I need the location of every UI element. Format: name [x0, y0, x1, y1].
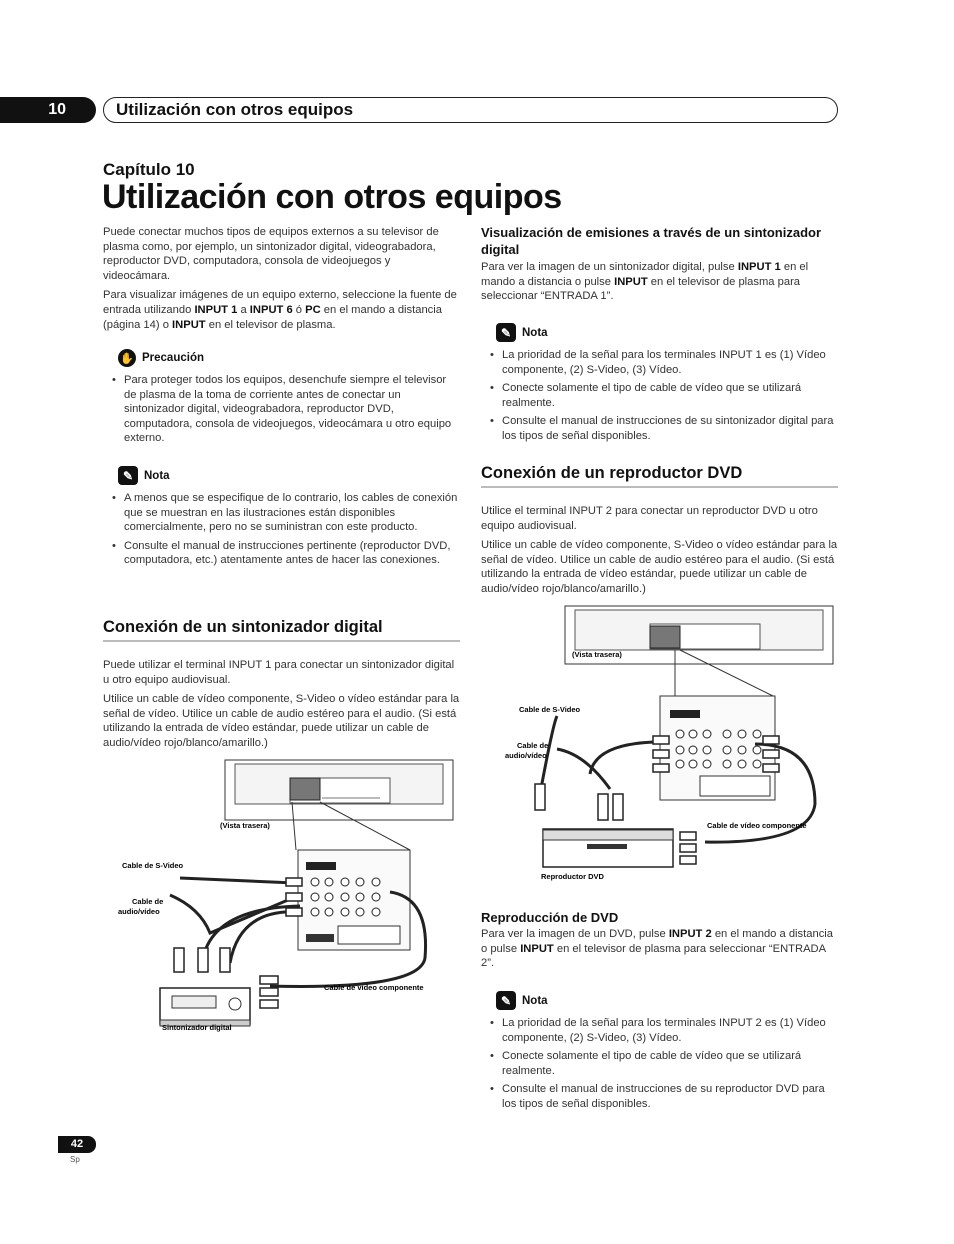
note-pencil-icon: ✎	[496, 991, 516, 1010]
caution-box	[103, 349, 460, 450]
note-item: • Conecte solamente el tipo de cable de vídeo que se utilizará realmente.	[481, 381, 838, 410]
chapter-label: Capítulo 10	[103, 160, 195, 179]
diagram-label-svideo-cable: Cable de S-Video	[519, 705, 581, 714]
note-item: • Consulte el manual de instrucciones pertinente (reproductor DVD, computadora, etc.) atentamente antes de hacer las conexiones.	[103, 539, 460, 568]
tuner-paragraph-1: Puede utilizar el terminal INPUT 1 para conectar un sintonizador digital u otro equipo audiovisual.	[103, 659, 455, 686]
note-box-right-2	[481, 991, 838, 1116]
intro-section	[103, 225, 460, 332]
diagram-label-rear-view: (Vista trasera)	[220, 821, 270, 830]
caution-title: Precaución	[142, 352, 204, 364]
tuner-section	[103, 618, 460, 751]
view-paragraph: Para ver la imagen de un sintonizador digital, pulse INPUT 1 en el mando a distancia o pulse INPUT en el televisor de plasma para seleccionar “ENTRADA 1”.	[481, 261, 809, 303]
diagram-label-device: Reproductor DVD	[541, 872, 604, 881]
section-heading-tuner: Conexión de un sintonizador digital	[103, 618, 460, 642]
play-section	[481, 909, 838, 971]
section-heading-play: Reproducción de DVD	[481, 910, 619, 925]
diagram-label-rear-view: (Vista trasera)	[572, 650, 622, 659]
note-item: • Consulte el manual de instrucciones de su reproductor DVD para los tipos de señal disponibles.	[481, 1082, 838, 1111]
intro-paragraph-2: Para visualizar imágenes de un equipo externo, seleccione la fuente de entrada utilizando INPUT 1 a INPUT 6 ó PC en el mando a distancia (página 14) o INPUT en el televisor de plasma.	[103, 289, 457, 331]
caution-item: • Para proteger todos los equipos, desenchufe siempre el televisor de plasma de la toma de corriente antes de conectar un sintonizador digital, videograbadora, reproductor DVD, computadora, consola de videojuegos, videocámara u otro equipo externo.	[103, 373, 460, 446]
note-item: • La prioridad de la señal para los terminales INPUT 2 es (1) Vídeo componente, (2) S-Video, (3) Vídeo.	[481, 1016, 838, 1045]
diagram-label-av-cable-2: audio/vídeo	[118, 907, 160, 916]
chapter-number-tab: 10	[0, 97, 96, 123]
diagram-label-av-cable-2: audio/vídeo	[505, 751, 547, 760]
intro-paragraph-1: Puede conectar muchos tipos de equipos externos a su televisor de plasma como, por ejemplo, un sintonizador digital, videograbadora, reproductor DVD, computadora, consola de videojuegos y videocámara.	[103, 226, 439, 282]
note-title: Nota	[144, 469, 170, 482]
diagram-label-av-cable-1: Cable de	[517, 741, 549, 750]
diagram-label-component-cable: Cable de vídeo componente	[324, 983, 424, 992]
dvd-paragraph-2: Utilice un cable de vídeo componente, S-Video o vídeo estándar para la señal de vídeo. Utilice un cable de audio estéreo para el audio. (Si está utilizando la entrada de vídeo estándar, puede utilizar un cable de audio/vídeo rojo/blanco/amarillo.)	[481, 539, 838, 595]
dvd-paragraph-1: Utilice el terminal INPUT 2 para conectar un reproductor DVD u otro equipo audiovisual.	[481, 505, 818, 532]
view-section	[481, 224, 838, 304]
page-title: Utilización con otros equipos	[102, 178, 562, 216]
section-heading-view: Visualización de emisiones a través de un sintonizador digital	[481, 225, 822, 257]
note-box-right-1	[481, 323, 838, 448]
diagram-label-av-cable-1: Cable de	[132, 897, 164, 906]
dvd-section	[481, 464, 838, 597]
language-code: Sp	[70, 1155, 80, 1164]
dvd-connection-diagram	[495, 604, 840, 894]
note-title: Nota	[522, 326, 548, 339]
section-heading-dvd: Conexión de un reproductor DVD	[481, 464, 838, 488]
play-paragraph: Para ver la imagen de un DVD, pulse INPUT 2 en el mando a distancia o pulse INPUT en el televisor de plasma para seleccionar “ENTRADA 2”.	[481, 928, 833, 970]
diagram-label-component-cable: Cable de vídeo componente	[707, 821, 807, 830]
note-item: • La prioridad de la señal para los terminales INPUT 1 es (1) Vídeo componente, (2) S-Video, (3) Vídeo.	[481, 348, 838, 377]
tuner-paragraph-2: Utilice un cable de vídeo componente, S-Video o vídeo estándar para la señal de vídeo. Utilice un cable de audio estéreo para el audio. (Si está utilizando la entrada de vídeo estándar, puede utilizar un cable de audio/vídeo rojo/blanco/amarillo.)	[103, 693, 460, 749]
diagram-label-svideo-cable: Cable de S-Video	[122, 861, 184, 870]
note-pencil-icon: ✎	[496, 323, 516, 342]
note-box-left	[103, 466, 460, 572]
tuner-connection-diagram	[110, 758, 460, 1048]
note-item: • Consulte el manual de instrucciones de su sintonizador digital para los tipos de señal disponibles.	[481, 414, 838, 443]
caution-hand-icon: ✋	[118, 349, 136, 367]
note-item: • A menos que se especifique de lo contrario, los cables de conexión que se muestran en las ilustraciones están disponibles comercialmente, pero no se suministran con este producto.	[103, 491, 460, 535]
note-item: • Conecte solamente el tipo de cable de vídeo que se utilizará realmente.	[481, 1049, 838, 1078]
note-pencil-icon: ✎	[118, 466, 138, 485]
page-number: 42	[58, 1136, 96, 1153]
diagram-label-device: Sintonizador digital	[162, 1023, 232, 1032]
chapter-title-bar: Utilización con otros equipos	[103, 97, 838, 123]
note-title: Nota	[522, 994, 548, 1007]
